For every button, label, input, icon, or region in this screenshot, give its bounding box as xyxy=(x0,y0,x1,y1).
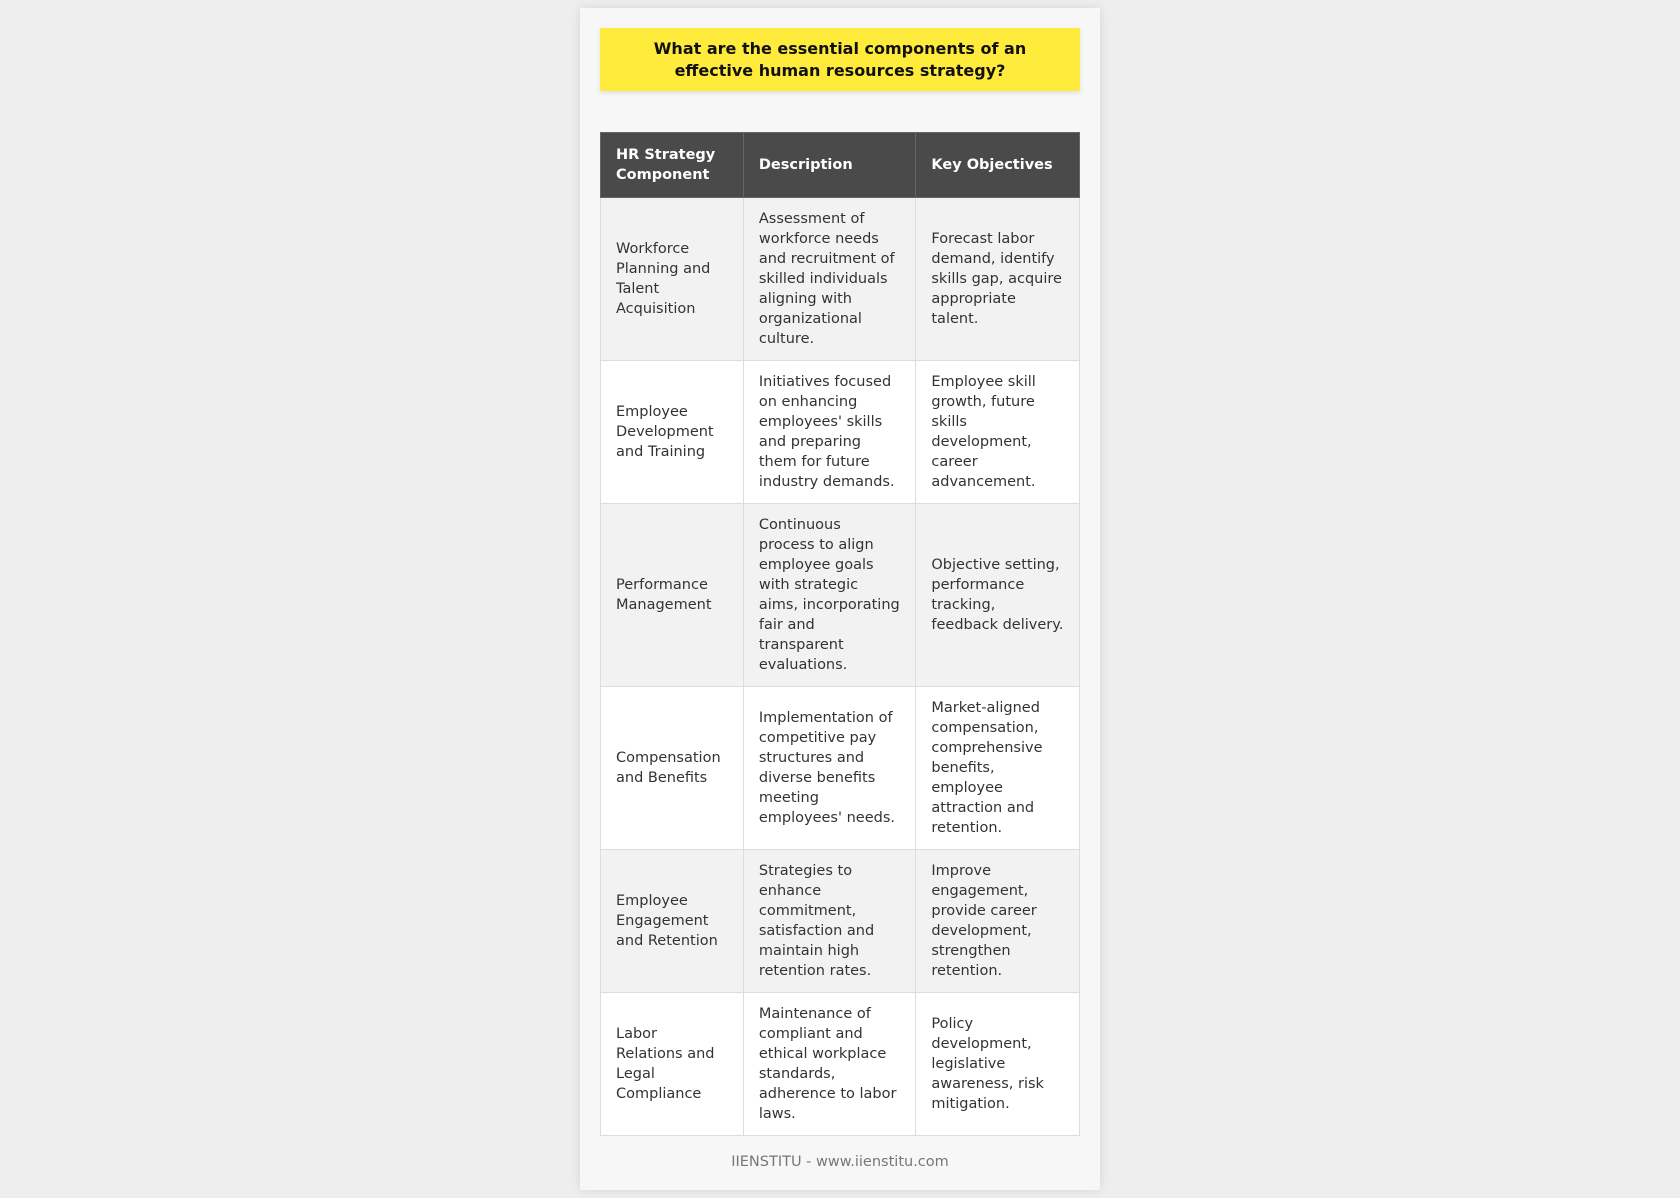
page-title: What are the essential components of an effective human resources strategy? xyxy=(653,38,1027,80)
cell-objectives: Objective setting, performance tracking, feedback delivery. xyxy=(916,504,1080,687)
table-row xyxy=(601,687,1080,850)
column-header-objectives: Key Objectives xyxy=(916,133,1080,198)
cell-description: Maintenance of compliant and ethical workplace standards, adherence to labor laws. xyxy=(743,993,916,1136)
table-row xyxy=(601,361,1080,504)
table-header-row xyxy=(601,133,1080,198)
cell-objectives: Improve engagement, provide career development, strengthen retention. xyxy=(916,850,1080,993)
cell-objectives: Employee skill growth, future skills development, career advancement. xyxy=(916,361,1080,504)
footer-credit: IIENSTITU - www.iienstitu.com xyxy=(731,1154,949,1170)
cell-description: Assessment of workforce needs and recruitment of skilled individuals aligning with organizational culture. xyxy=(743,198,916,361)
column-header-description: Description xyxy=(743,133,916,198)
content-card xyxy=(580,8,1100,1190)
cell-description: Implementation of competitive pay structures and diverse benefits meeting employees' needs. xyxy=(743,687,916,850)
hr-strategy-table xyxy=(600,132,1080,1136)
cell-description: Initiatives focused on enhancing employees' skills and preparing them for future industry demands. xyxy=(743,361,916,504)
cell-component: Compensation and Benefits xyxy=(601,687,744,850)
table-row xyxy=(601,504,1080,687)
cell-component: Labor Relations and Legal Compliance xyxy=(601,993,744,1136)
cell-component: Employee Engagement and Retention xyxy=(601,850,744,993)
title-banner xyxy=(600,28,1080,91)
cell-component: Employee Development and Training xyxy=(601,361,744,504)
table-row xyxy=(601,198,1080,361)
cell-objectives: Market-aligned compensation, comprehensive benefits, employee attraction and retention. xyxy=(916,687,1080,850)
cell-component: Performance Management xyxy=(601,504,744,687)
column-header-component: HR Strategy Component xyxy=(601,133,744,198)
table-row xyxy=(601,850,1080,993)
cell-objectives: Forecast labor demand, identify skills gap, acquire appropriate talent. xyxy=(916,198,1080,361)
cell-description: Strategies to enhance commitment, satisfaction and maintain high retention rates. xyxy=(743,850,916,993)
cell-description: Continuous process to align employee goals with strategic aims, incorporating fair and transparent evaluations. xyxy=(743,504,916,687)
table-row xyxy=(601,993,1080,1136)
cell-objectives: Policy development, legislative awareness, risk mitigation. xyxy=(916,993,1080,1136)
cell-component: Workforce Planning and Talent Acquisition xyxy=(601,198,744,361)
